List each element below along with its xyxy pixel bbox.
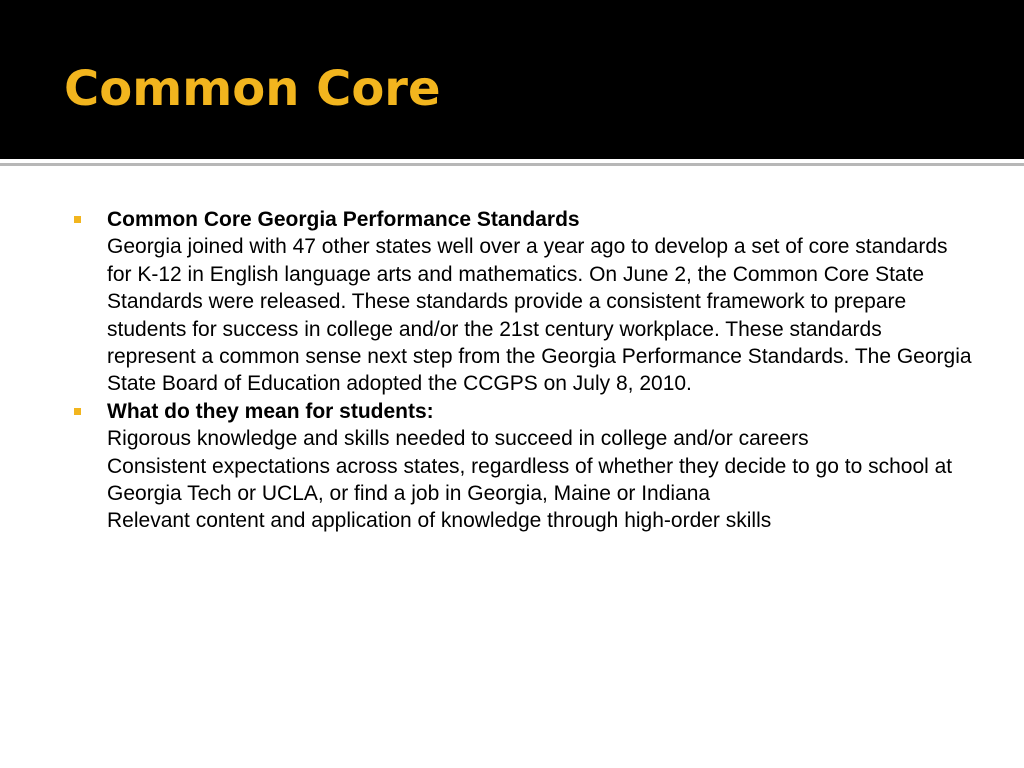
- slide-body: [72, 206, 972, 535]
- bullet-text: Georgia joined with 47 other states well over a year ago to develop a set of core standards for K-12 in English language arts and mathematics. On June 2, the Common Core State Standards were released. These standards provide a consistent framework to prepare students for success in college and/or the 21st century workplace. These standards represent a common sense next step from the Georgia Performance Standards. The Georgia State Board of Education adopted the CCGPS on July 8, 2010.: [107, 235, 972, 396]
- bullet-heading: What do they mean for students:: [107, 399, 434, 423]
- title-divider: [0, 163, 1024, 166]
- title-band: [0, 0, 1024, 159]
- bullet-text: Consistent expectations across states, regardless of whether they decide to go to school at Georgia Tech or UCLA, or find a job in Georgia, Maine or Indiana: [107, 454, 953, 506]
- square-bullet-icon: [74, 216, 81, 223]
- slide-title: Common Core: [64, 61, 441, 117]
- bullet-heading: Common Core Georgia Performance Standards: [107, 208, 580, 231]
- bullet-item-standards: [72, 206, 972, 398]
- bullet-item-students: [72, 398, 972, 535]
- bullet-text: Rigorous knowledge and skills needed to succeed in college and/or careers: [107, 427, 809, 451]
- square-bullet-icon: [74, 408, 81, 415]
- bullet-text: Relevant content and application of knowledge through high-order skills: [107, 509, 772, 533]
